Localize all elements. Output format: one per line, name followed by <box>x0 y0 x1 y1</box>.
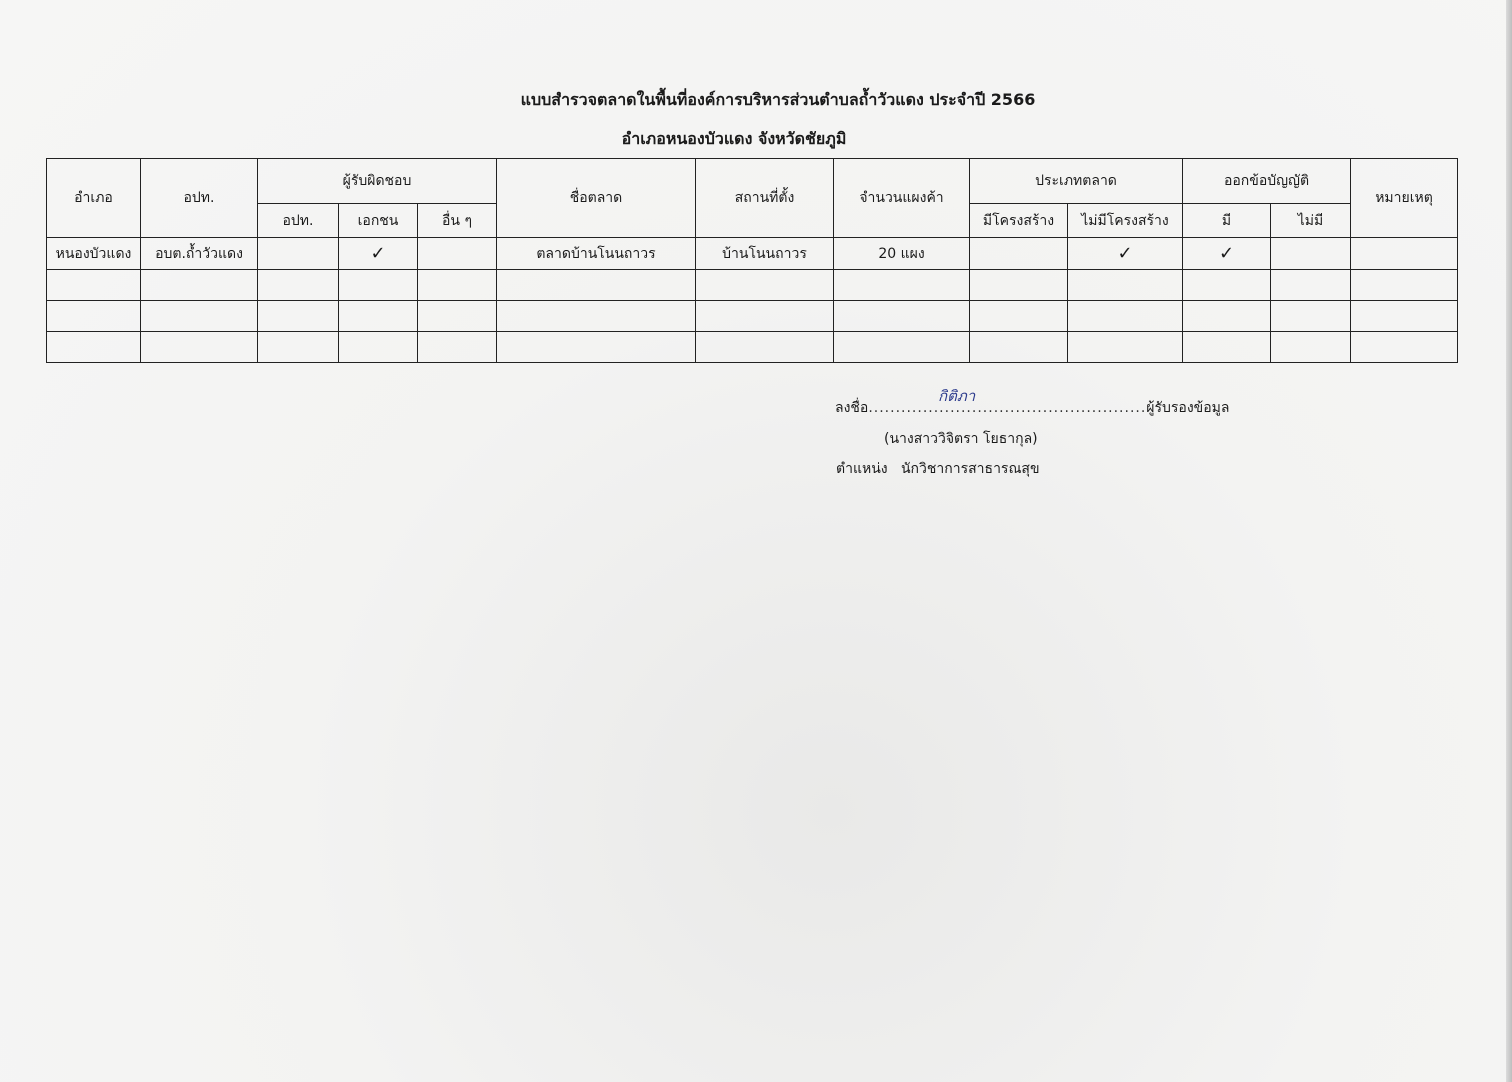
position-label: ตำแหน่ง <box>836 461 888 477</box>
cell-lao: อบต.ถ้ำวัวแดง <box>141 238 258 270</box>
page-edge <box>1506 0 1512 1082</box>
sign-dots: ................................ <box>971 400 1147 416</box>
cell-reg-no <box>1271 238 1351 270</box>
header-responsible-lao: อปท. <box>258 204 339 238</box>
document-subtitle: อำเภอหนองบัวแดง จังหวัดชัยภูมิ <box>621 129 847 148</box>
header-reg-yes: มี <box>1183 204 1271 238</box>
header-remarks: หมายเหตุ <box>1351 159 1458 238</box>
header-type-no-structure: ไม่มีโครงสร้าง <box>1068 204 1183 238</box>
header-type-structure: มีโครงสร้าง <box>970 204 1068 238</box>
check-mark-icon: ✓ <box>339 238 418 270</box>
header-stalls: จำนวนแผงค้า <box>834 159 970 238</box>
cell-responsible-other <box>418 238 497 270</box>
header-reg-no: ไม่มี <box>1271 204 1351 238</box>
cell-market-name: ตลาดบ้านโนนถาวร <box>497 238 696 270</box>
signer-name: (นางสาววิจิตรา โยธากุล) <box>884 431 1038 447</box>
market-survey-table <box>46 158 1458 363</box>
header-responsible-other: อื่น ๆ <box>418 204 497 238</box>
cell-stalls: 20 แผง <box>834 238 970 270</box>
table-row <box>47 270 1458 301</box>
table-row <box>47 332 1458 363</box>
cell-responsible-lao <box>258 238 339 270</box>
header-location: สถานที่ตั้ง <box>696 159 834 238</box>
table-row <box>47 301 1458 332</box>
sign-dots: ................... <box>868 400 972 416</box>
header-district: อำเภอ <box>47 159 141 238</box>
sign-label: ลงชื่อ <box>835 400 869 416</box>
cell-district: หนองบัวแดง <box>47 238 141 270</box>
header-responsible: ผู้รับผิดชอบ <box>258 159 497 204</box>
position-value: นักวิชาการสาธารณสุข <box>900 461 1040 477</box>
handwritten-signature: กิติภา <box>938 387 976 405</box>
header-market-type: ประเภทตลาด <box>970 159 1183 204</box>
header-market-name: ชื่อตลาด <box>497 159 696 238</box>
check-mark-icon: ✓ <box>1068 238 1183 270</box>
certifier-label: ผู้รับรองข้อมูล <box>1146 400 1230 416</box>
cell-location: บ้านโนนถาวร <box>696 238 834 270</box>
table-row <box>47 238 1458 270</box>
check-mark-icon: ✓ <box>1183 238 1271 270</box>
cell-remarks <box>1351 238 1458 270</box>
signer-position <box>836 458 1040 480</box>
signature-line <box>835 397 1229 419</box>
header-responsible-private: เอกชน <box>339 204 418 238</box>
cell-type-structure <box>970 238 1068 270</box>
document-title: แบบสำรวจตลาดในพื้นที่องค์การบริหารส่วนตำบลถ้ำวัวแดง ประจำปี 2566 <box>520 90 1036 109</box>
header-regulation: ออกข้อบัญญัติ <box>1183 159 1351 204</box>
header-lao: อปท. <box>141 159 258 238</box>
